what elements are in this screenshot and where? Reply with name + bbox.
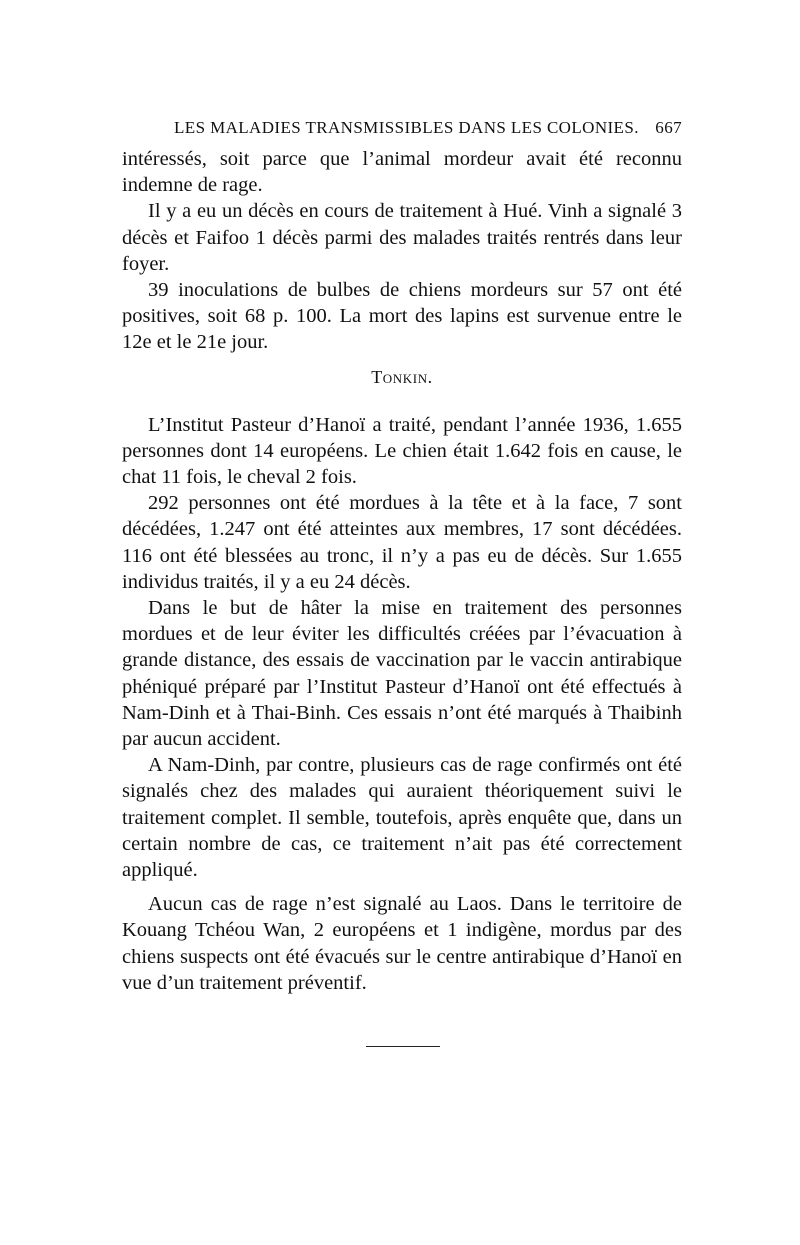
section-heading-tonkin: Tonkin. bbox=[371, 366, 433, 387]
paragraph-7: A Nam-Dinh, par contre, plusieurs cas de rage confirmés ont été signalés chez des malades qui auraient théoriquement suivi le traitement complet. Il semble, toutefois, après enquête que, dans un certain nombre de cas, ce traitement n’ait pas été correctement appliqué. bbox=[122, 754, 682, 882]
paragraph-3: 39 inoculations de bulbes de chiens mordeurs sur 57 ont été positives, soit 68 p. 100. La mort des lapins est survenue entre le 12e et le 21e jour. bbox=[122, 279, 682, 354]
running-header bbox=[122, 116, 682, 140]
paragraph-4: L’Institut Pasteur d’Hanoï a traité, pendant l’année 1936, 1.655 personnes dont 14 européens. Le chien était 1.642 fois en cause, le chat 11 fois, le cheval 2 fois. bbox=[122, 413, 682, 489]
running-title: LES MALADIES TRANSMISSIBLES DANS LES COLONIES. bbox=[174, 118, 639, 137]
paragraph-8: Aucun cas de rage n’est signalé au Laos. Dans le territoire de Kouang Tchéou Wan, 2 européens et 1 indigène, mordus par des chiens suspects ont été évacués sur le centre antirabique d’Hanoï en vue d’un traitement préventif. bbox=[122, 893, 682, 994]
paragraph-5: 292 personnes ont été mordues à la tête et à la face, 7 sont décédées, 1.247 ont été atteintes aux membres, 17 sont décédées. 116 ont été blessées au tronc, il n’y a pas eu de décès. Sur 1.655 individus traités, il y a eu 24 décès. bbox=[122, 492, 682, 593]
paragraph-1: intéressés, soit parce que l’animal mordeur avait été reconnu indemne de rage. bbox=[122, 148, 682, 197]
paragraph-gap bbox=[122, 883, 682, 891]
document-page bbox=[122, 116, 682, 996]
end-rule bbox=[366, 1046, 440, 1047]
paragraph-6: Dans le but de hâter la mise en traitement des personnes mordues et de leur éviter les difficultés créées par l’évacuation à grande distance, des essais de vaccination par le vaccin antirabique phéniqué préparé par l’Institut Pasteur d’Hanoï ont été effectués à Nam-Dinh et à Thai-Binh. Ces essais n’ont été marqués à Thaibinh par aucun accident. bbox=[122, 597, 682, 751]
paragraph-2: Il y a eu un décès en cours de traitement à Hué. Vinh a signalé 3 décès et Faifoo 1 décès parmi des malades traités rentrés dans leur foyer. bbox=[122, 200, 682, 275]
page-number: 667 bbox=[655, 118, 682, 137]
